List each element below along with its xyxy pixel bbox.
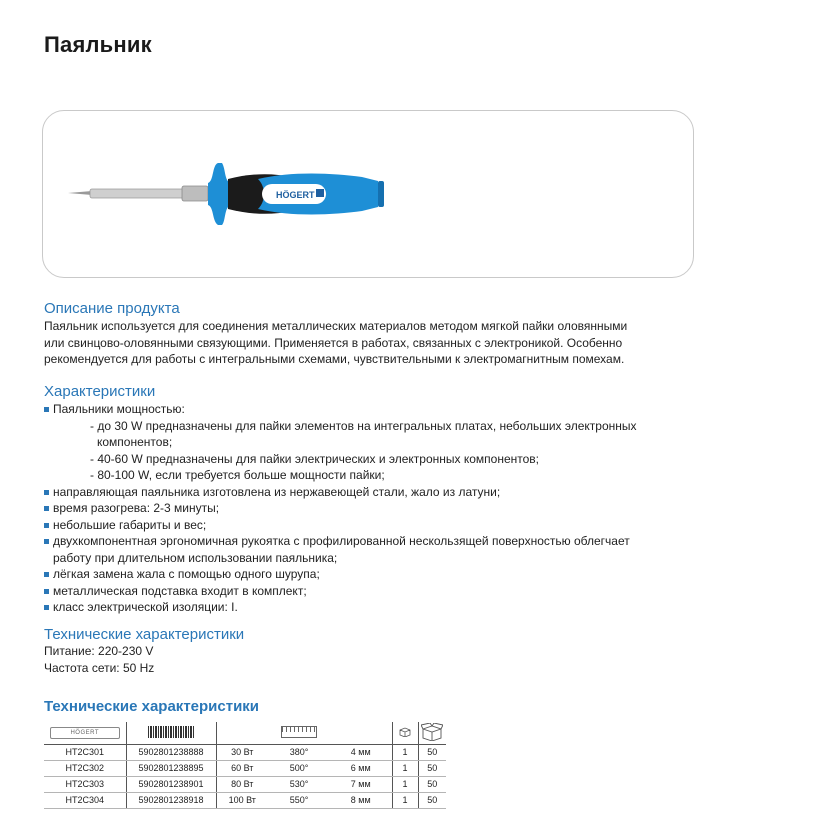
feature-item-continued: работу при длительном использовании паяльника;	[53, 550, 338, 565]
ean-cell: 5902801238901	[126, 776, 216, 792]
ean-cell: 5902801238888	[126, 744, 216, 760]
brand-label: HÖGERT	[276, 190, 315, 200]
frequency-spec: Частота сети: 50 Hz	[44, 660, 155, 675]
feature-item: небольшие габариты и вес;	[44, 517, 704, 534]
tip-header	[330, 722, 392, 744]
carton-qty-cell: 50	[418, 760, 446, 776]
temperature-cell: 500°	[268, 760, 330, 776]
table-header-row	[44, 722, 446, 744]
power-cell: 60 Вт	[216, 760, 268, 776]
power-spec: Питание: 220-230 V	[44, 644, 154, 658]
unit-qty-cell: 1	[392, 744, 418, 760]
model-cell: HT2C304	[44, 792, 126, 808]
feature-sub-item: - 80-100 W, если требуется больше мощности пайки;	[90, 468, 385, 482]
feature-item: Паяльники мощностью:	[44, 401, 704, 418]
table-heading: Технические характеристики	[44, 698, 260, 715]
ruler-icon	[268, 722, 330, 744]
feature-item: лёгкая замена жала с помощью одного шурупа;	[44, 566, 704, 583]
unit-qty-cell: 1	[392, 760, 418, 776]
carton-qty-cell: 50	[418, 776, 446, 792]
model-cell: HT2C303	[44, 776, 126, 792]
feature-item: класс электрической изоляции: I.	[44, 599, 704, 616]
single-box-icon	[392, 722, 418, 744]
description-line: Паяльник используется для соединения металлических материалов методом мягкой пайки оловянными	[44, 319, 628, 333]
temperature-cell: 530°	[268, 776, 330, 792]
brand-logo-icon: HÖGERT	[44, 722, 126, 744]
ean-cell: 5902801238895	[126, 760, 216, 776]
carton-qty-cell: 50	[418, 744, 446, 760]
barcode-icon	[126, 722, 216, 744]
tip-cell: 8 мм	[330, 792, 392, 808]
power-header	[216, 722, 268, 744]
iron-tip	[68, 191, 92, 195]
feature-sub-item: компонентов;	[97, 435, 173, 449]
tech-specs	[44, 643, 154, 676]
power-cell: 80 Вт	[216, 776, 268, 792]
power-cell: 30 Вт	[216, 744, 268, 760]
carton-qty-cell: 50	[418, 792, 446, 808]
tip-cell: 4 мм	[330, 744, 392, 760]
table-row	[44, 744, 446, 760]
spec-table	[44, 722, 446, 809]
model-cell: HT2C301	[44, 744, 126, 760]
tip-cell: 6 мм	[330, 760, 392, 776]
description-line: или свинцово-оловянными связующими. Применяется в работах, связанных с электроникой. Особенно	[44, 335, 623, 350]
feature-item: время разогрева: 2-3 минуты;	[44, 500, 704, 517]
description-text	[44, 318, 694, 368]
features-heading: Характеристики	[44, 383, 156, 400]
soldering-iron-image	[62, 155, 392, 231]
page-title: Паяльник	[44, 32, 152, 57]
unit-qty-cell: 1	[392, 776, 418, 792]
carton-box-icon	[418, 722, 446, 744]
description-heading: Описание продукта	[44, 300, 180, 317]
feature-sub-item: - до 30 W предназначены для пайки элементов на интегральных платах, небольших электронных	[90, 418, 637, 433]
unit-qty-cell: 1	[392, 792, 418, 808]
feature-item: двухкомпонентная эргономичная рукоятка с профилированной нескользящей поверхностью облегчает	[44, 533, 704, 550]
power-cell: 100 Вт	[216, 792, 268, 808]
table-row	[44, 792, 446, 808]
temperature-cell: 380°	[268, 744, 330, 760]
ean-cell: 5902801238918	[126, 792, 216, 808]
features-list	[44, 401, 704, 616]
feature-item: металлическая подставка входит в комплект;	[44, 583, 704, 600]
feature-item: направляющая паяльника изготовлена из нержавеющей стали, жало из латуни;	[44, 484, 704, 501]
table-row	[44, 760, 446, 776]
table-row	[44, 776, 446, 792]
tech-heading: Технические характеристики	[44, 626, 245, 643]
model-cell: HT2C302	[44, 760, 126, 776]
tip-cell: 7 мм	[330, 776, 392, 792]
feature-sub-item: - 40-60 W предназначены для пайки электрических и электронных компонентов;	[90, 451, 539, 466]
temperature-cell: 550°	[268, 792, 330, 808]
description-line: рекомендуется для работы с интегральными схемами, чувствительными к электромагнитным помехам.	[44, 352, 625, 366]
